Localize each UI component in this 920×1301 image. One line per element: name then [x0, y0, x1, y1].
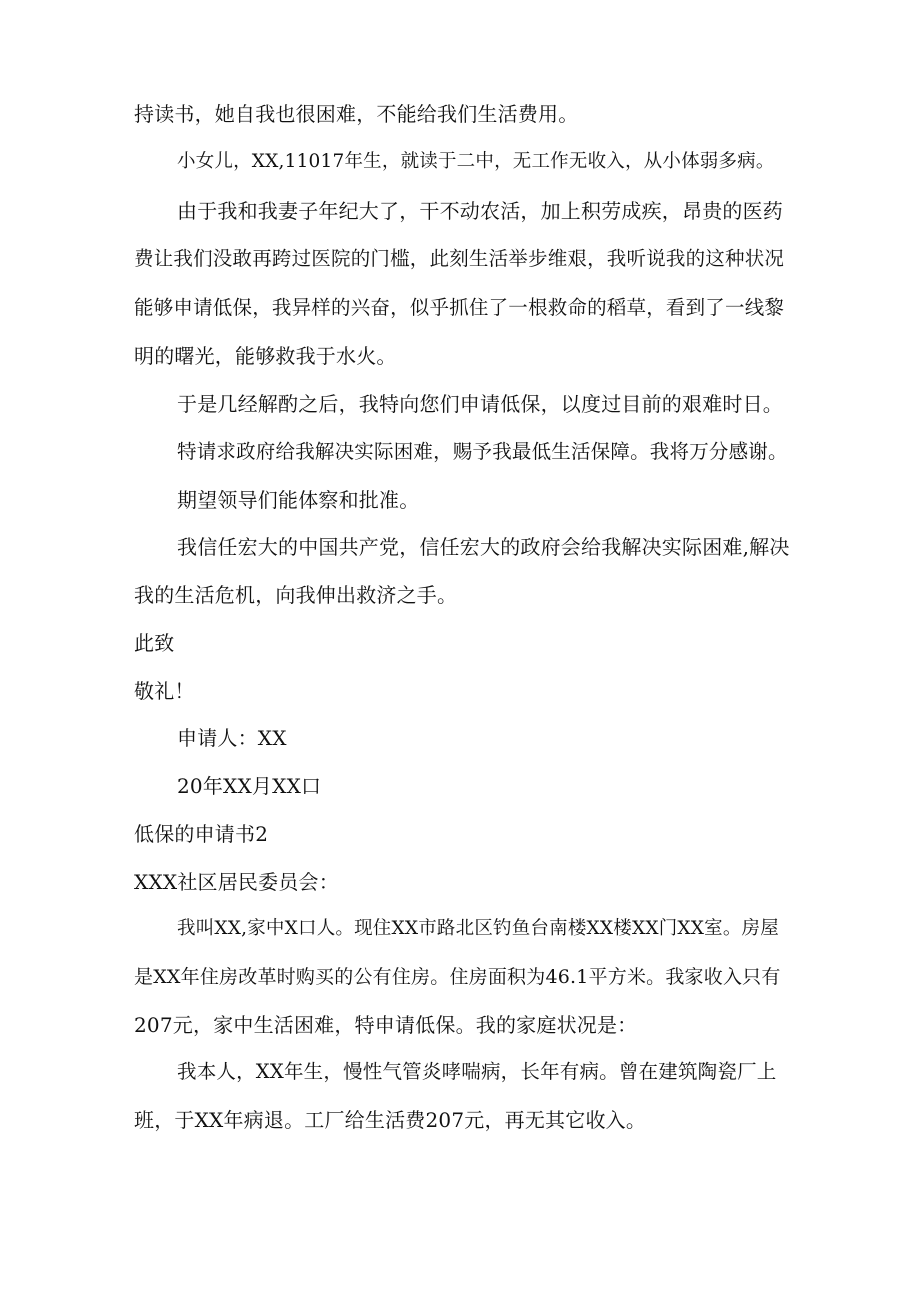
- paragraph-line: 持读书，她自我也很困难，不能给我们生活费用。: [134, 102, 579, 126]
- paragraph-line: 期望领导们能体察和批准。: [177, 488, 420, 512]
- paragraph-line: 特请求政府给我解决实际困难，赐予我最低生活保障。我将万分感谢。: [177, 440, 788, 463]
- paragraph-line: 我的生活危机，向我伸出救济之手。: [134, 583, 458, 607]
- section-title: 低保的申请书2: [134, 822, 269, 846]
- paragraph-line: 费让我们没敢再跨过医院的门槛，此刻生活举步维艰，我听说我的这种状况: [134, 247, 785, 270]
- paragraph-line: 明的曙光，能够救我于水火。: [134, 344, 397, 368]
- paragraph-line: 是XX年住房改革时购买的公有住房。住房面积为46.1平方米。我家收入只有: [134, 966, 781, 988]
- paragraph-line: 我本人，XX年生，慢性气管炎哮喘病，长年有病。曾在建筑陶瓷厂上: [177, 1060, 777, 1083]
- applicant-line: 申请人：XX: [177, 726, 287, 750]
- paragraph-line: 小女儿，XX,11017年生，就读于二中，无工作无收入，从小体弱多病。: [177, 151, 775, 172]
- paragraph-line: 207元，家中生活困难，特申请低保。我的家庭状况是：: [134, 1013, 638, 1037]
- closing-line: 敬礼！: [134, 679, 195, 703]
- paragraph-line: 班，于XX年病退。工厂给生活费207元，再无其它收入。: [134, 1108, 647, 1132]
- addressee-line: XXX社区居民委员会：: [134, 870, 339, 894]
- paragraph-line: 我信任宏大的中国共产党，信任宏大的政府会给我解决实际困难,解决: [177, 535, 790, 559]
- paragraph-line: 于是几经解酌之后，我特向您们申请低保，以度过目前的艰难时日。: [177, 392, 783, 416]
- closing-line: 此致: [134, 631, 175, 655]
- paragraph-line: 能够申请低保，我异样的兴奋，似乎抓住了一根救命的稻草，看到了一线黎: [134, 296, 785, 319]
- paragraph-line: 由于我和我妻子年纪大了，干不动农活，加上积劳成疾，昂贵的医药: [177, 199, 783, 223]
- date-line: 20年XX月XX口: [177, 774, 322, 798]
- paragraph-line: 我叫XX,家中X口人。现住XX市路北区钓鱼台南楼XX楼XX门XX室。房屋: [177, 918, 779, 939]
